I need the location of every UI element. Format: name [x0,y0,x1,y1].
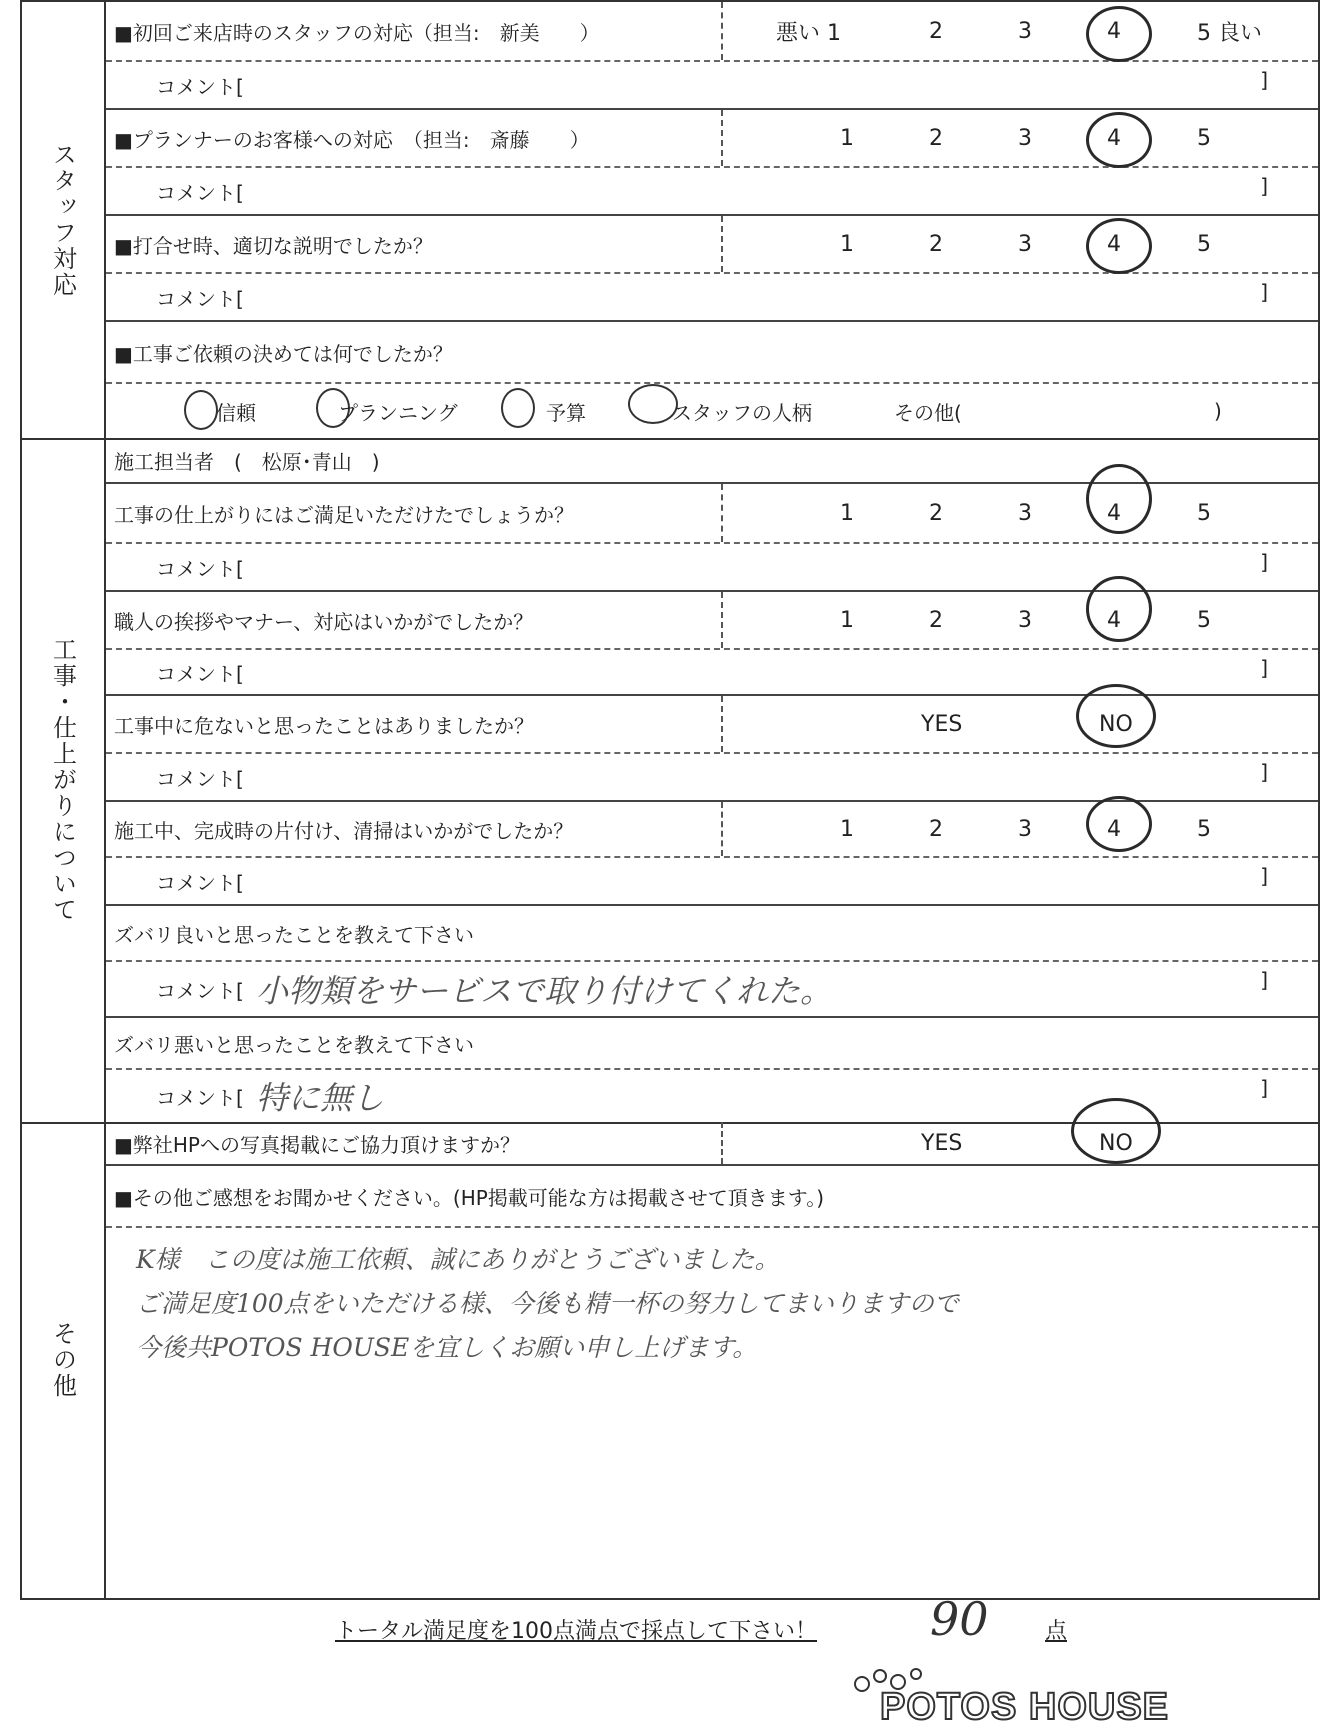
installer-label: 施工担当者 ( 松原･青山 ) [114,449,380,474]
rating-option-1[interactable]: 1 [840,607,854,633]
section-other [22,1122,106,1598]
comment-bracket: ] [1260,656,1268,680]
rating-scale [721,2,1318,60]
rating-option-5[interactable]: 5 良い [1197,20,1262,46]
reply-line-3: 今後共POTOS HOUSEを宜しくお願い申し上げます。 [136,1333,758,1362]
rating-option-2[interactable]: 2 [929,816,943,842]
choice-trust[interactable]: 信頼 [216,400,256,425]
question-row [106,216,1318,274]
rating-option-4[interactable]: 4 [1107,500,1121,526]
reply-line-2: ご満足度100点をいただける様、今後も精一杯の努力してまいりますので [136,1289,959,1318]
choice-other[interactable]: その他( [894,400,962,425]
selected-circle [1086,464,1152,534]
question-row [106,110,1318,168]
question-row [106,1166,1318,1228]
selected-circle [1086,576,1152,642]
rating-option-2[interactable]: 2 [929,500,943,526]
choice-circle [628,384,678,424]
brand-logo: POTOS HOUSE [880,1686,1170,1728]
comment-label: コメント[ [156,74,244,99]
rating-option-2[interactable]: 2 [929,18,943,44]
comment-row [106,168,1318,216]
choice-circle [184,390,218,430]
rating-option-5[interactable]: 5 [1197,125,1211,151]
choice-staff-personality[interactable]: スタッフの人柄 [672,400,812,425]
question-row [106,802,1318,858]
comment-label: コメント[ [156,661,244,686]
question-label: ■弊社HPへの写真掲載にご協力頂けますか？ [114,1132,520,1157]
comment-row [106,962,1318,1018]
rating-option-3[interactable]: 3 [1018,607,1032,633]
question-row [106,322,1318,384]
section-staff-label: スタッフ対応 [48,142,77,298]
comment-bracket: ] [1260,68,1268,92]
choice-budget[interactable]: 予算 [546,400,586,425]
comment-row [106,754,1318,802]
total-score-label: トータル満足度を100点満点で採点して下さい！ [335,1619,817,1644]
choice-other-close: ) [1214,399,1222,423]
rating-scale [721,802,1318,856]
rating-option-4[interactable]: 4 [1107,125,1121,151]
question-row [106,1018,1318,1070]
section-construction [22,438,106,1122]
comment-row [106,858,1318,906]
choice-planning[interactable]: プランニング [338,400,458,425]
comment-label: コメント[ [156,556,244,581]
rating-option-3[interactable]: 3 [1018,18,1032,44]
total-score-unit: 点 [1045,1619,1068,1644]
rating-scale [721,484,1318,542]
rating-option-1[interactable]: 悪い 1 [776,20,841,46]
section-construction-label: 工事・仕上がりについて [48,637,77,923]
yes-no-scale [721,696,1318,752]
comment-row [106,274,1318,322]
comment-label: コメント[ [156,870,244,895]
rating-option-1[interactable]: 1 [840,231,854,257]
question-label: 施工中、完成時の片付け、清掃はいかがでしたか？ [114,818,574,843]
rating-option-3[interactable]: 3 [1018,500,1032,526]
option-yes[interactable]: YES [921,711,963,737]
question-label: ■初回ご来店時のスタッフの対応（担当: 新美 ） [114,20,600,45]
rating-option-5[interactable]: 5 [1197,816,1211,842]
rating-option-1[interactable]: 1 [840,500,854,526]
rating-option-5[interactable]: 5 [1197,500,1211,526]
section-other-label: その他 [48,1321,77,1399]
question-label: ■工事ご依頼の決めては何でしたか？ [114,341,453,366]
rating-option-5[interactable]: 5 [1197,231,1211,257]
question-label: ズバリ良いと思ったことを教えて下さい [114,922,474,947]
survey-sheet [20,0,1320,1600]
selected-circle [1086,112,1152,168]
question-row [106,906,1318,962]
selected-circle [1086,6,1152,62]
selected-circle [1071,1098,1161,1164]
rating-option-5[interactable]: 5 [1197,607,1211,633]
option-no[interactable]: NO [1099,711,1133,737]
section-staff [22,2,106,438]
question-row [106,2,1318,62]
question-row [106,696,1318,754]
selected-circle [1086,796,1152,852]
question-label: 工事中に危ないと思ったことはありましたか？ [114,713,534,738]
rating-option-4[interactable]: 4 [1107,816,1121,842]
question-row [106,592,1318,650]
question-row [106,484,1318,544]
comment-bracket: ] [1260,1076,1268,1100]
option-no[interactable]: NO [1099,1130,1133,1156]
comment-handwritten: 特に無し [256,1079,385,1117]
comment-label: コメント[ [156,766,244,791]
comment-row [106,62,1318,110]
rating-scale [721,592,1318,648]
comment-label: コメント[ [156,978,244,1003]
rating-option-4[interactable]: 4 [1107,231,1121,257]
comment-bracket: ] [1260,280,1268,304]
rating-option-4[interactable]: 4 [1107,18,1121,44]
rating-option-3[interactable]: 3 [1018,816,1032,842]
rating-option-3[interactable]: 3 [1018,125,1032,151]
reply-line-1: K様 この度は施工依頼、誠にありがとうございました。 [136,1245,780,1274]
comment-bracket: ] [1260,864,1268,888]
total-score-value: 90 [930,1592,989,1646]
question-label: ■プランナーのお客様への対応 （担当: 斎藤 ） [114,127,590,152]
rating-option-1[interactable]: 1 [840,816,854,842]
comment-handwritten: 小物類をサービスで取り付けてくれた。 [256,972,833,1010]
selected-circle [1086,218,1152,274]
comment-bracket: ] [1260,550,1268,574]
option-yes[interactable]: YES [921,1130,963,1156]
comment-bracket: ] [1260,174,1268,198]
rating-scale [721,110,1318,166]
comment-label: コメント[ [156,1085,244,1110]
comment-bracket: ] [1260,760,1268,784]
yes-no-scale [721,1122,1318,1164]
question-label: ズバリ悪いと思ったことを教えて下さい [114,1032,474,1057]
question-row [106,1122,1318,1166]
choice-circle [501,388,535,428]
rating-option-4[interactable]: 4 [1107,607,1121,633]
rating-option-2[interactable]: 2 [929,125,943,151]
selected-circle [1076,684,1156,748]
choice-row [106,384,1318,438]
comment-bracket: ] [1260,968,1268,992]
question-label: 職人の挨拶やマナー、対応はいかがでしたか？ [114,609,534,634]
rating-option-3[interactable]: 3 [1018,231,1032,257]
rating-option-2[interactable]: 2 [929,607,943,633]
rating-option-2[interactable]: 2 [929,231,943,257]
question-label: 工事の仕上がりにはご満足いただけたでしょうか？ [114,502,574,527]
reply-area [106,1234,1318,1594]
question-label: ■その他ご感想をお聞かせください。(HP掲載可能な方は掲載させて頂きます。) [114,1185,825,1210]
comment-label: コメント[ [156,286,244,311]
rating-scale [721,216,1318,272]
question-label: ■打合せ時、適切な説明でしたか？ [114,233,433,258]
rating-option-1[interactable]: 1 [840,125,854,151]
comment-label: コメント[ [156,180,244,205]
